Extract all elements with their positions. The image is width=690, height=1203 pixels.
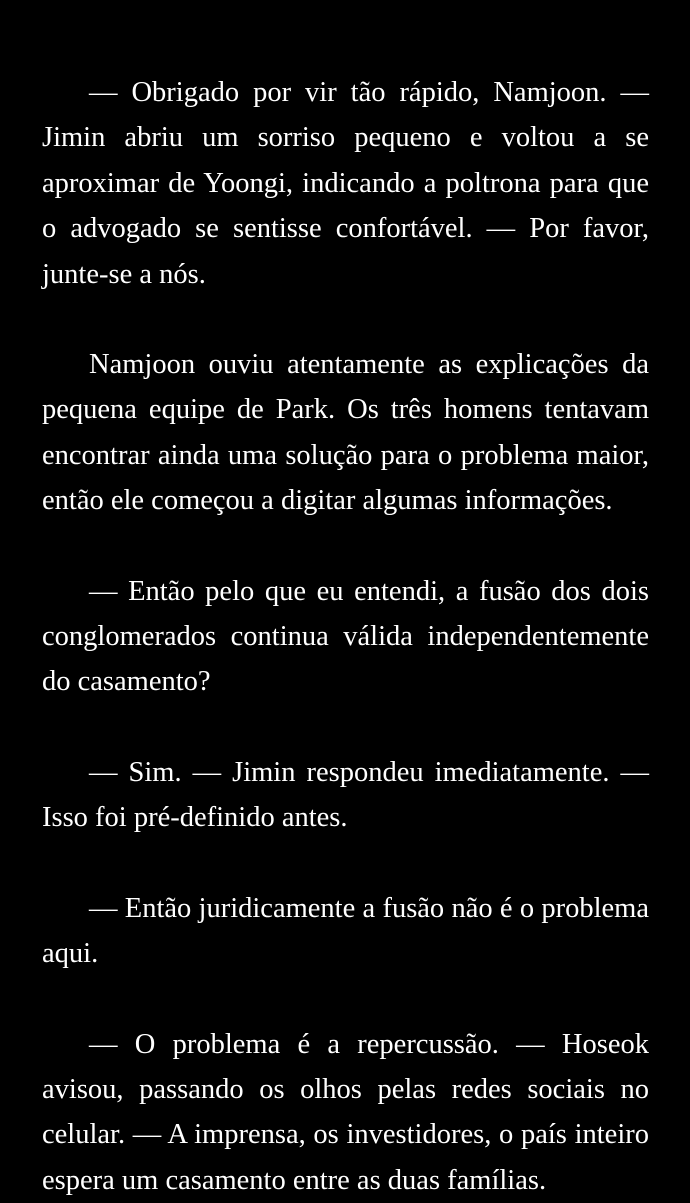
- paragraph: — Então pelo que eu entendi, a fusão dos dois conglomerados continua válida independentemente do casamento?: [42, 569, 649, 705]
- paragraph: Namjoon ouviu atentamente as explicações da pequena equipe de Park. Os três homens tentavam encontrar ainda uma solução para o problema maior, então ele começou a digitar algumas informações.: [42, 342, 649, 524]
- paragraph: — Obrigado por vir tão rápido, Namjoon. — Jimin abriu um sorriso pequeno e voltou a se aproximar de Yoongi, indicando a poltrona para que o advogado se sentisse confortável. — Por favor, junte-se a nós.: [42, 70, 649, 297]
- paragraph: — O problema é a repercussão. — Hoseok avisou, passando os olhos pelas redes sociais no celular. — A imprensa, os investidores, o país inteiro espera um casamento entre as duas famílias.: [42, 1022, 649, 1203]
- paragraph: — Então juridicamente a fusão não é o problema aqui.: [42, 886, 649, 977]
- reading-page: [42, 70, 649, 1203]
- paragraph: — Sim. — Jimin respondeu imediatamente. — Isso foi pré-definido antes.: [42, 750, 649, 841]
